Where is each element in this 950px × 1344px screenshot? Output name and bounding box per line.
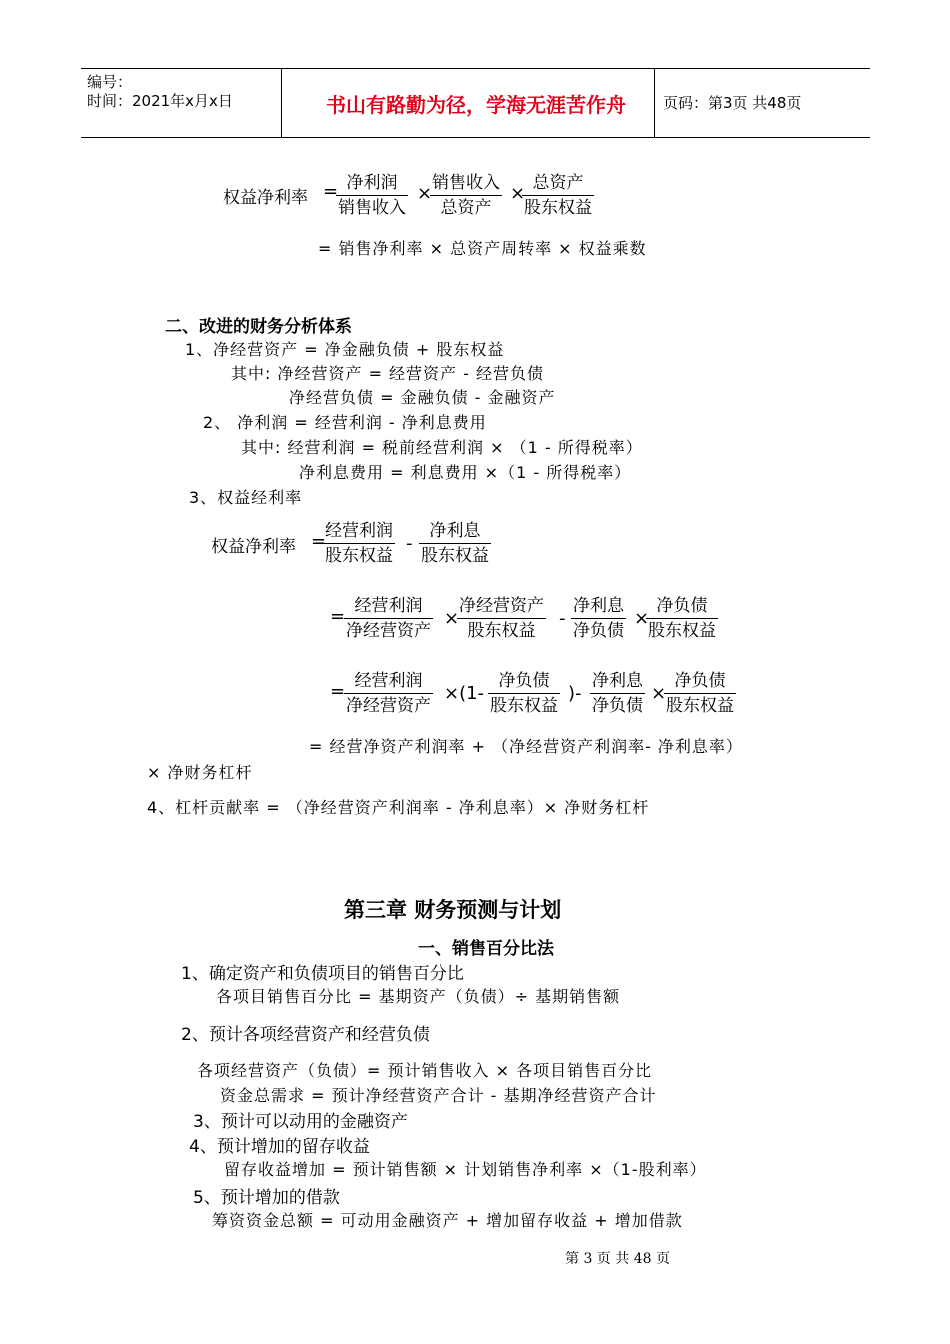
formula2-open: ×(1- (444, 683, 485, 704)
frac-bar (323, 543, 395, 544)
formula2-frac-a (323, 520, 395, 567)
formula2-line-a: = 经营净资产利润率 + （净经营资产利润率- 净利息率） (309, 737, 743, 756)
frac-denominator: 净经营资产 (346, 696, 431, 716)
chapter-line4: 各项经营资产（负债）= 预计销售收入 × 各项目销售百分比 (197, 1061, 653, 1080)
section2-line6: 净利息费用 = 利息费用 ×（1 - 所得税率） (299, 463, 632, 482)
formula2-frac-i (590, 670, 645, 717)
frac-numerator: 销售收入 (432, 173, 500, 193)
chapter-line3: 2、预计各项经营资产和经营负债 (181, 1025, 430, 1045)
section2-line1: 1、净经营资产 = 净金融负债 + 股东权益 (185, 340, 505, 359)
date-label: 时间：2021年x月x日 (87, 92, 233, 110)
formula2-frac-h (488, 670, 560, 717)
frac-bar (457, 618, 546, 619)
header-table (81, 68, 870, 138)
frac-denominator: 销售收入 (338, 198, 406, 218)
frac-denominator: 股东权益 (524, 198, 592, 218)
frac-bar (488, 693, 560, 694)
frac-bar (646, 618, 718, 619)
section2-line2: 其中: 净经营资产 = 经营资产 - 经营负债 (231, 364, 545, 383)
formula2-frac-f (646, 595, 718, 642)
frac-numerator: 净经营资产 (459, 596, 544, 616)
frac-numerator: 净负债 (656, 596, 708, 616)
section2-title: 二、改进的财务分析体系 (165, 317, 352, 337)
section2-line7: 3、权益经利率 (189, 488, 303, 507)
chapter-line8: 留存收益增加 = 预计销售额 × 计划销售净利率 ×（1-股利率） (224, 1160, 707, 1179)
frac-bar (344, 618, 433, 619)
formula2-frac-b (419, 520, 491, 567)
frac-numerator: 净利息 (429, 521, 481, 541)
formula2-eq: = (330, 606, 346, 627)
frac-numerator: 净利息 (592, 671, 643, 691)
frac-denominator: 股东权益 (490, 696, 558, 716)
frac-denominator: 股东权益 (666, 696, 734, 716)
frac-bar (336, 195, 408, 196)
frac-numerator: 净利润 (346, 173, 398, 193)
chapter-line2: 各项目销售百分比 = 基期资产（负债）÷ 基期销售额 (216, 987, 621, 1006)
frac-numerator: 经营利润 (354, 671, 423, 691)
frac-bar (522, 195, 594, 196)
formula1-lhs: 权益净利率 (223, 188, 308, 208)
formula2-frac-j (664, 670, 736, 717)
formula2-times: × (444, 608, 460, 629)
frac-numerator: 净负债 (498, 671, 550, 691)
header-page-info: 页码：第3页 共48页 (663, 94, 802, 112)
formula2-times: × (634, 608, 650, 629)
formula1-line2: = 销售净利率 × 总资产周转率 × 权益乘数 (318, 239, 647, 258)
formula2-lhs: 权益净利率 (211, 537, 296, 557)
formula2-line-b: × 净财务杠杆 (147, 763, 253, 782)
header-left (87, 73, 233, 111)
formula1-eq: = (323, 181, 339, 202)
formula1-times: × (417, 183, 433, 204)
header-divider (281, 69, 282, 137)
frac-numerator: 经营利润 (354, 596, 423, 616)
frac-denominator: 股东权益 (648, 621, 716, 641)
chapter-line6: 3、预计可以动用的金融资产 (193, 1112, 408, 1132)
formula2-times: × (651, 683, 667, 704)
formula2-eq: = (311, 531, 327, 552)
frac-numerator: 净负债 (674, 671, 726, 691)
chapter-line5: 资金总需求 = 预计净经营资产合计 - 基期净经营资产合计 (220, 1086, 657, 1105)
header-motto: 书山有路勤为径，学海无涯苦作舟 (326, 93, 626, 117)
frac-denominator: 净负债 (592, 696, 643, 716)
formula1-frac2 (430, 172, 502, 219)
chapter-line10: 筹资资金总额 = 可动用金融资产 + 增加留存收益 + 增加借款 (212, 1211, 683, 1230)
formula2-eq: = (330, 681, 346, 702)
chapter-title: 第三章 财务预测与计划 (344, 898, 562, 922)
chapter-subtitle: 一、销售百分比法 (418, 939, 554, 959)
frac-bar (344, 693, 433, 694)
frac-denominator: 股东权益 (421, 546, 489, 566)
formula2-minus: - (406, 533, 413, 554)
chapter-line7: 4、预计增加的留存收益 (189, 1137, 370, 1157)
chapter-line9: 5、预计增加的借款 (193, 1188, 340, 1208)
frac-denominator: 净经营资产 (346, 621, 431, 641)
frac-denominator: 股东权益 (467, 621, 536, 641)
frac-bar (664, 693, 736, 694)
frac-bar (590, 693, 645, 694)
formula1-frac1 (336, 172, 408, 219)
code-label: 编号： (87, 73, 133, 91)
frac-numerator: 总资产 (532, 173, 584, 193)
chapter-line1: 1、确定资产和负债项目的销售百分比 (181, 964, 464, 984)
item4-line: 4、杠杆贡献率 = （净经营资产利润率 - 净利息率）× 净财务杠杆 (147, 798, 650, 817)
formula2-frac-g (344, 670, 433, 717)
frac-numerator: 净利息 (573, 596, 624, 616)
formula1-frac3 (522, 172, 594, 219)
frac-bar (430, 195, 502, 196)
frac-denominator: 总资产 (440, 198, 492, 218)
section2-line3: 净经营负债 = 金融负债 - 金融资产 (289, 388, 556, 407)
frac-denominator: 股东权益 (325, 546, 393, 566)
formula2-frac-d (457, 595, 546, 642)
frac-numerator: 经营利润 (325, 521, 393, 541)
formula2-close: )- (568, 683, 582, 704)
section2-line4: 2、 净利润 = 经营利润 - 净利息费用 (203, 413, 487, 432)
section2-line5: 其中: 经营利润 = 税前经营利润 × （1 - 所得税率） (241, 438, 643, 457)
formula2-frac-c (344, 595, 433, 642)
page-footer: 第 3 页 共 48 页 (565, 1251, 670, 1267)
formula1-times: × (510, 183, 526, 204)
formula2-frac-e (571, 595, 626, 642)
frac-bar (419, 543, 491, 544)
frac-denominator: 净负债 (573, 621, 624, 641)
frac-bar (571, 618, 626, 619)
formula2-minus: - (559, 608, 566, 629)
